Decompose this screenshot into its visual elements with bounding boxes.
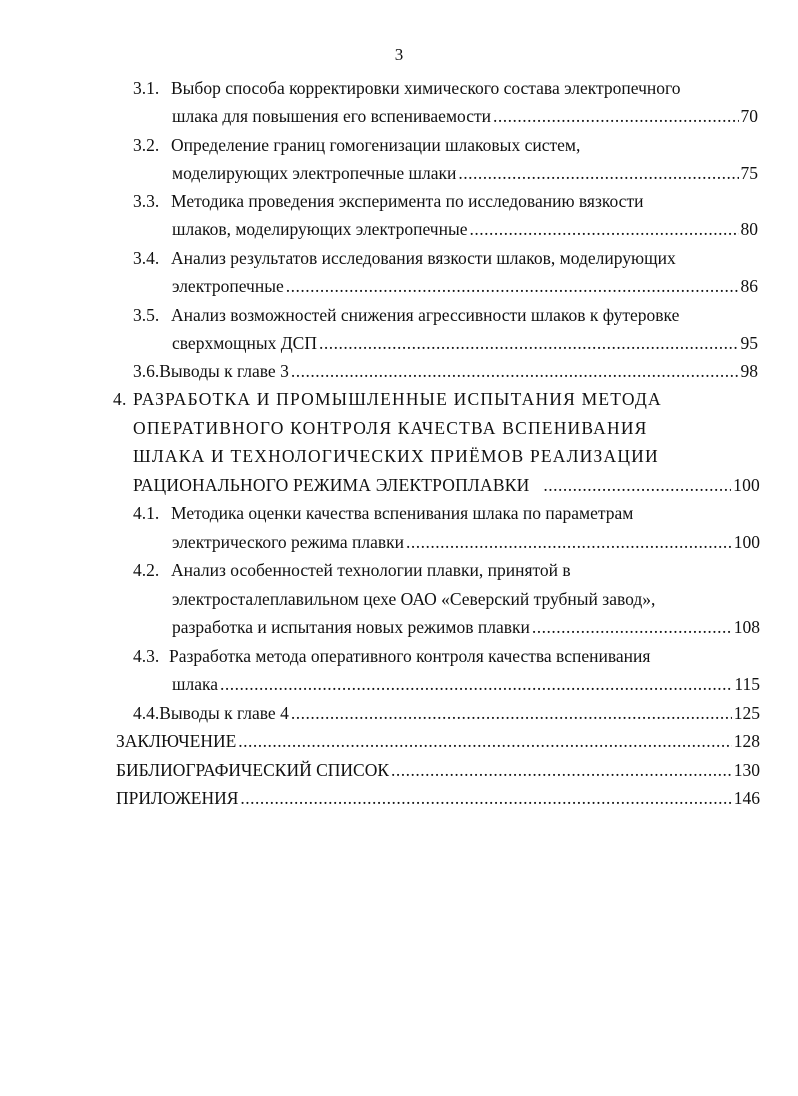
toc-page-number: 80 [740,219,758,239]
toc-entry-title: ЗАКЛЮЧЕНИЕ [116,731,237,751]
toc-entry-number: 3.1. [133,78,160,98]
toc-entry-3-4-line-1 [133,245,676,271]
toc-entry-title: шлаков, моделирующих электропечные [172,219,468,239]
toc-entry-title: Выводы к главе 3 [159,361,289,381]
toc-entry-title: Выбор способа корректировки химического состава электропечного [171,78,681,98]
toc-entry-3-2-line-2 [172,160,758,186]
toc-entry-bibliography [116,757,760,783]
toc-entry-3-3-line-1 [133,188,643,214]
toc-entry-number: 4.4. [133,703,160,723]
toc-entry-4-4 [133,700,760,726]
toc-leader-dots [391,757,732,783]
toc-page-number: 75 [740,163,758,183]
toc-entry-title: Методика проведения эксперимента по исследованию вязкости [171,191,644,211]
toc-entry-title: ОПЕРАТИВНОГО КОНТРОЛЯ КАЧЕСТВА ВСПЕНИВАНИЯ [133,418,648,438]
toc-entry-number: 3.3. [133,191,160,211]
toc-entry-title: Анализ возможностей снижения агрессивности шлаков к футеровке [171,305,680,325]
toc-entry-title: Разработка метода оперативного контроля качества вспенивания [169,646,651,666]
toc-entry-title: электропечные [172,276,284,296]
toc-entry-title: РАЗРАБОТКА И ПРОМЫШЛЕННЫЕ ИСПЫТАНИЯ МЕТОДА [133,389,662,409]
toc-entry-4-2-line-2 [172,586,655,612]
toc-page-number: 100 [733,475,760,495]
toc-entry-appendices [116,785,760,811]
toc-leader-dots [240,785,731,811]
toc-leader-dots [286,273,739,299]
toc-entry-3-1-line-1 [133,75,681,101]
toc-entry-number: 3.2. [133,135,160,155]
toc-leader-dots [406,529,732,555]
toc-entry-title: Анализ результатов исследования вязкости шлаков, моделирующих [171,248,676,268]
toc-entry-number: 4.2. [133,560,160,580]
toc-entry-4-3-line-2 [172,671,760,697]
toc-entry-number: 4. [113,389,127,409]
toc-leader-dots [291,358,739,384]
toc-page-number: 146 [733,788,760,808]
toc-leader-dots [458,160,738,186]
toc-entry-title: БИБЛИОГРАФИЧЕСКИЙ СПИСОК [116,760,390,780]
toc-page-number: 108 [733,617,760,637]
toc-entry-4-2-line-3 [172,614,760,640]
toc-entry-title: Анализ особенностей технологии плавки, принятой в [171,560,571,580]
toc-entry-title: ПРИЛОЖЕНИЯ [116,788,239,808]
toc-entry-number: 3.5. [133,305,160,325]
toc-leader-dots [543,472,731,498]
toc-entry-4-3-line-1 [133,643,650,669]
toc-leader-dots [532,614,732,640]
toc-entry-4-1-line-2 [172,529,760,555]
toc-entry-3-1-line-2 [172,103,758,129]
toc-entry-3-4-line-2 [172,273,758,299]
toc-entry-3-5-line-2 [172,330,758,356]
toc-leader-dots [291,700,732,726]
toc-page-number: 95 [740,333,758,353]
toc-entry-4-2-line-1 [133,557,571,583]
toc-entry-title: РАЦИОНАЛЬНОГО РЕЖИМА ЭЛЕКТРОПЛАВКИ [133,475,530,495]
toc-entry-title: шлака для повышения его вспениваемости [172,106,491,126]
toc-entry-title: сверхмощных ДСП [172,333,317,353]
toc-leader-dots [493,103,739,129]
toc-entry-number: 3.4. [133,248,160,268]
toc-entry-title: Методика оценки качества вспенивания шлака по параметрам [171,503,634,523]
toc-page-number: 70 [740,106,758,126]
toc-page-number: 130 [733,760,760,780]
toc-chapter-4-line-2 [133,415,648,441]
toc-page-number: 128 [733,731,760,751]
toc-entry-3-5-line-1 [133,302,679,328]
toc-chapter-4-line-4 [133,472,760,498]
toc-entry-number: 4.1. [133,503,160,523]
toc-page-number: 100 [733,532,760,552]
toc-entry-number: 3.6. [133,361,160,381]
toc-page-number: 98 [740,361,758,381]
toc-page-number: 115 [734,674,760,694]
toc-entry-title: электрического режима плавки [172,532,405,552]
toc-entry-title: разработка и испытания новых режимов плавки [172,617,530,637]
toc-entry-title: ШЛАКА И ТЕХНОЛОГИЧЕСКИХ ПРИЁМОВ РЕАЛИЗАЦИИ [133,446,659,466]
toc-chapter-4-line-3 [133,443,659,469]
toc-entry-title: Выводы к главе 4 [159,703,289,723]
toc-page-number: 86 [740,276,758,296]
page-number: 3 [394,45,404,64]
toc-entry-title: Определение границ гомогенизации шлаковых систем, [171,135,581,155]
toc-entry-title: моделирующих электропечные шлаки [172,163,457,183]
toc-entry-3-6 [133,358,758,384]
toc-entry-3-3-line-2 [172,216,758,242]
toc-entry-number: 4.3. [133,646,160,666]
toc-leader-dots [469,216,738,242]
toc-entry-title: шлака [172,674,218,694]
toc-page-number: 125 [733,703,760,723]
toc-entry-title: электросталеплавильном цехе ОАО «Северский трубный завод», [172,589,656,609]
toc-leader-dots [319,330,739,356]
toc-entry-conclusion [116,728,760,754]
toc-chapter-4-line-1 [113,386,662,412]
toc-entry-4-1-line-1 [133,500,633,526]
toc-entry-3-2-line-1 [133,132,580,158]
toc-leader-dots [220,671,732,697]
toc-leader-dots [238,728,731,754]
